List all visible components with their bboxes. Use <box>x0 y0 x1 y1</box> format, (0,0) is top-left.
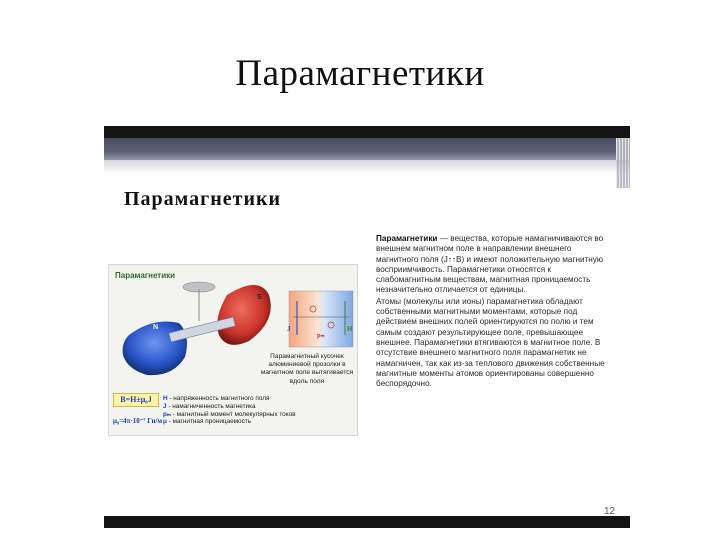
figure-caption: Парамагнитный кусочек алюминиевой прозолки в магнитном поле вытягивается вдоль поля <box>260 353 354 385</box>
bottom-bar <box>104 516 630 528</box>
top-bar <box>104 126 630 138</box>
description-paragraph-2: Атомы (молекулы или ионы) парамагнетика обладают собственными магнитными моментами, которые под действием внешних полей ориентируются по полю и тем самым создают результирующее поле, превышающее внешнее. Парамагнетики втягиваются в магнитное поле. В отсутствие внешнего магнитного поля парамагнетик не намагничен, так как из-за теплового движения собственные магнитные моменты атомов ориентированы совершенно беспорядочно. <box>376 296 605 389</box>
figure-label: Парамагнетики <box>115 271 176 280</box>
south-pole <box>217 285 271 345</box>
pole-n-label: N <box>153 324 159 331</box>
formula-main: B=H±μ₀J <box>113 393 159 407</box>
label-h: H <box>347 325 353 333</box>
legend-item: μ - магнитная проницаемость <box>163 418 252 426</box>
band-shadow <box>104 160 630 174</box>
legend-item: pₘ - магнитный момент молекулярных токов <box>163 410 296 418</box>
top-band <box>104 138 630 160</box>
term: Парамагнетики <box>376 234 438 243</box>
legend <box>163 395 296 426</box>
pole-s-label: S <box>257 294 262 301</box>
label-j: J <box>287 325 291 333</box>
description-paragraph-1 <box>376 234 608 296</box>
inner-heading: Парамагнетики <box>124 188 282 210</box>
description <box>376 234 608 390</box>
page-number: 12 <box>604 506 616 517</box>
slide-title: Парамагнетики <box>235 53 485 94</box>
description-text-1: — вещества, которые намагничиваются во внешнем магнитном поле в направлении внешнего магнитного поля (J↑↑B) и имеют положительную магнитную восприимчивость. Парамагнетики относятся к слабомагнитным веществам, магнитная проницаемость незначительно отличается от единицы. <box>376 234 604 295</box>
figure-panel <box>108 264 358 436</box>
legend-item: J - намагниченность магнетика <box>163 402 256 410</box>
formula-mu: μ₀=4π·10⁻⁷ Гн/м <box>113 417 163 425</box>
label-pm: pₘ <box>317 332 325 339</box>
legend-item: H - напряженность магнитного поля <box>163 395 270 402</box>
